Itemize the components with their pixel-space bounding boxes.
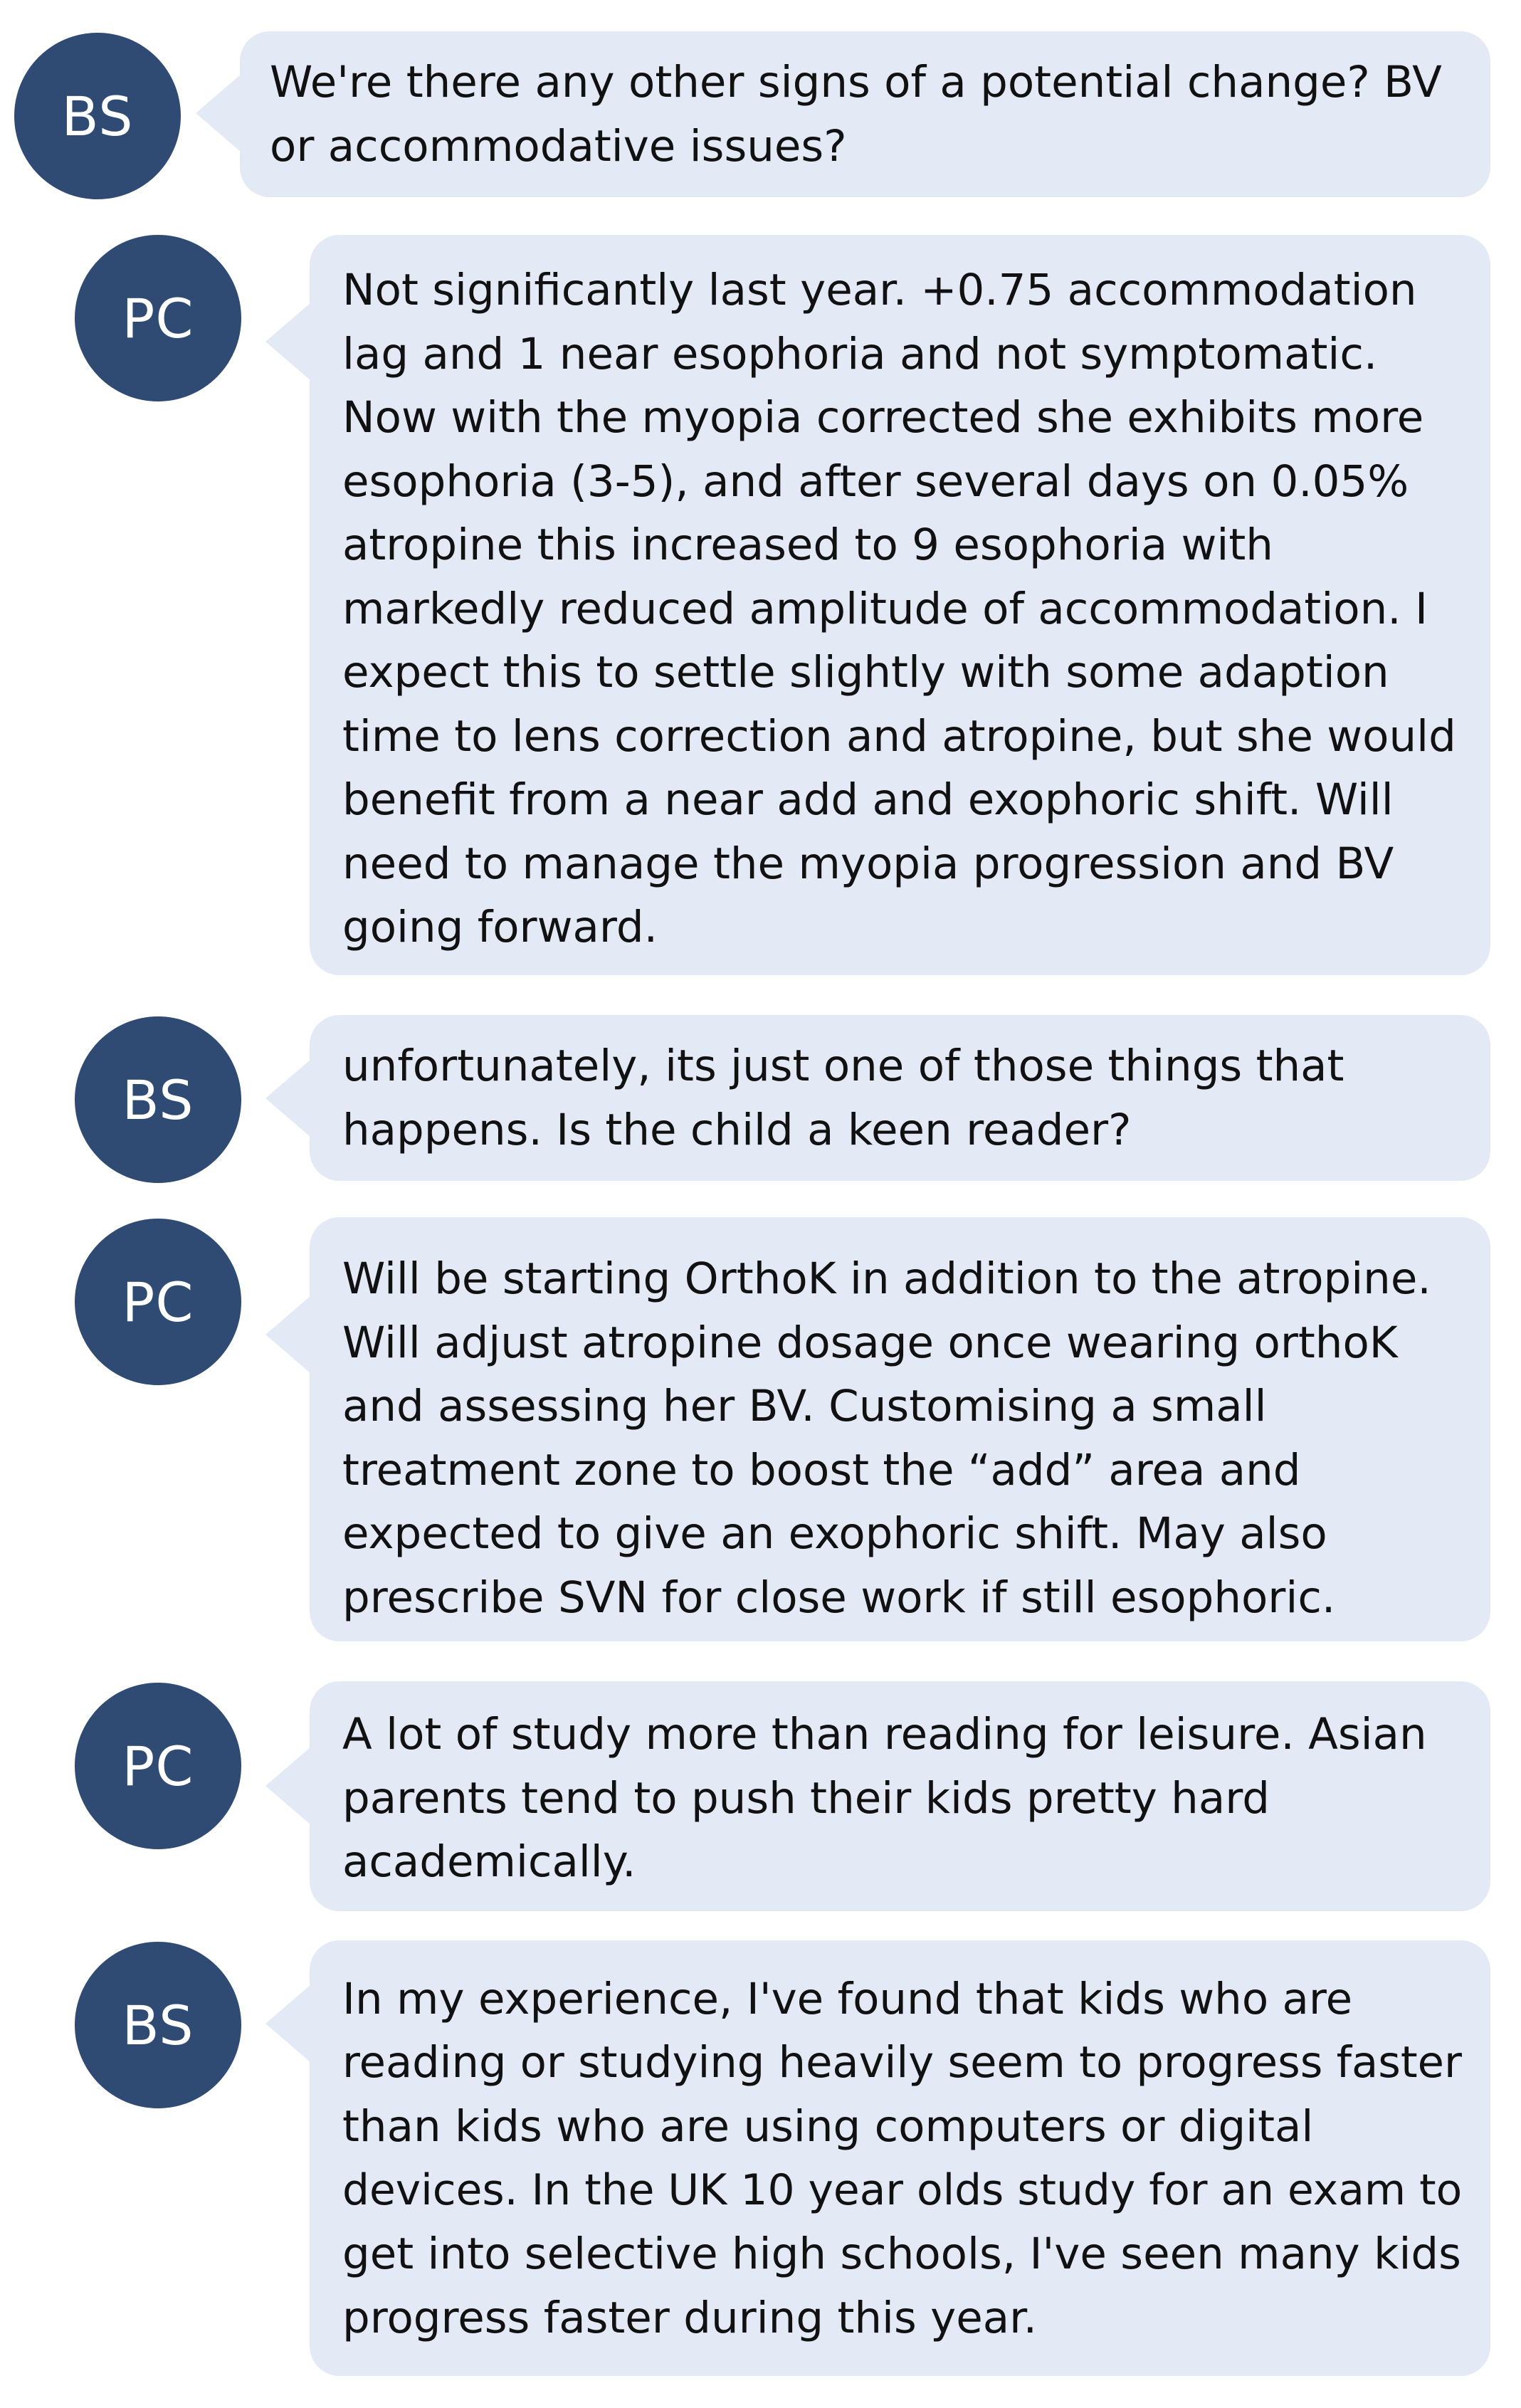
message-line: treatment zone to boost the “add” area and [342,1444,1301,1495]
bubble-tail [265,1984,311,2063]
bubble-tail [265,1059,311,1137]
message-line: In my experience, I've found that kids who are [342,1974,1353,2024]
message-line: time to lens correction and atropine, but she would [342,710,1456,762]
message-line: A lot of study more than reading for leisure. Asian [342,1709,1427,1760]
message-line: parents tend to push their kids pretty hard [342,1772,1270,1824]
message-line: Not significantly last year. +0.75 accommodation [342,265,1417,315]
message-bubble [310,1015,1490,1181]
message-bubble [310,235,1490,975]
message-line: progress faster during this year. [342,2292,1038,2343]
message-bubble [310,1940,1490,2376]
message-line: expect this to settle slightly with some adaption [342,647,1389,698]
message-line: prescribe SVN for close work if still esophoric. [342,1572,1336,1623]
message-line: than kids who are using computers or digital [342,2101,1314,2152]
message-line: lag and 1 near esophoria and not symptomatic. [342,328,1378,379]
message-line: get into selective high schools, I've seen many kids [342,2229,1461,2279]
avatar-bs: BS [75,1016,241,1183]
bubble-tail [265,1295,311,1374]
avatar-bs: BS [14,33,181,199]
message-line: Now with the myopia corrected she exhibits more [342,392,1424,443]
bubble-tail [196,74,241,152]
message-line: need to manage the myopia progression and BV [342,838,1394,889]
message-bubble [240,31,1490,197]
message-line: academically. [342,1836,636,1887]
message-bubble [310,1217,1490,1641]
message-line: expected to give an exophoric shift. May also [342,1508,1327,1559]
avatar-pc: PC [75,235,241,401]
avatar-bs: BS [75,1942,241,2108]
message-line: reading or studying heavily seem to progress faster [342,2037,1462,2088]
message-line: benefit from a near add and exophoric shift. Will [342,774,1394,825]
message-line: and assessing her BV. Customising a small [342,1381,1267,1431]
message-line: esophoria (3-5), and after several days on 0.05% [342,456,1409,507]
avatar-pc: PC [75,1219,241,1385]
avatar-pc: PC [75,1683,241,1849]
message-line: devices. In the UK 10 year olds study for an exam to [342,2165,1463,2215]
message-line: We're there any other signs of a potential change? BV [270,57,1442,107]
bubble-tail [265,303,311,381]
message-line: Will adjust atropine dosage once wearing orthoK [342,1317,1398,1368]
bubble-tail [265,1747,311,1825]
message-line: or accommodative issues? [270,120,847,172]
message-line: happens. Is the child a keen reader? [342,1104,1132,1155]
message-line: Will be starting OrthoK in addition to the atropine. [342,1253,1431,1304]
message-line: markedly reduced amplitude of accommodation. I [342,583,1428,634]
message-line: going forward. [342,902,658,952]
message-line: atropine this increased to 9 esophoria with [342,520,1273,570]
message-line: unfortunately, its just one of those things that [342,1041,1344,1091]
message-bubble [310,1681,1490,1911]
